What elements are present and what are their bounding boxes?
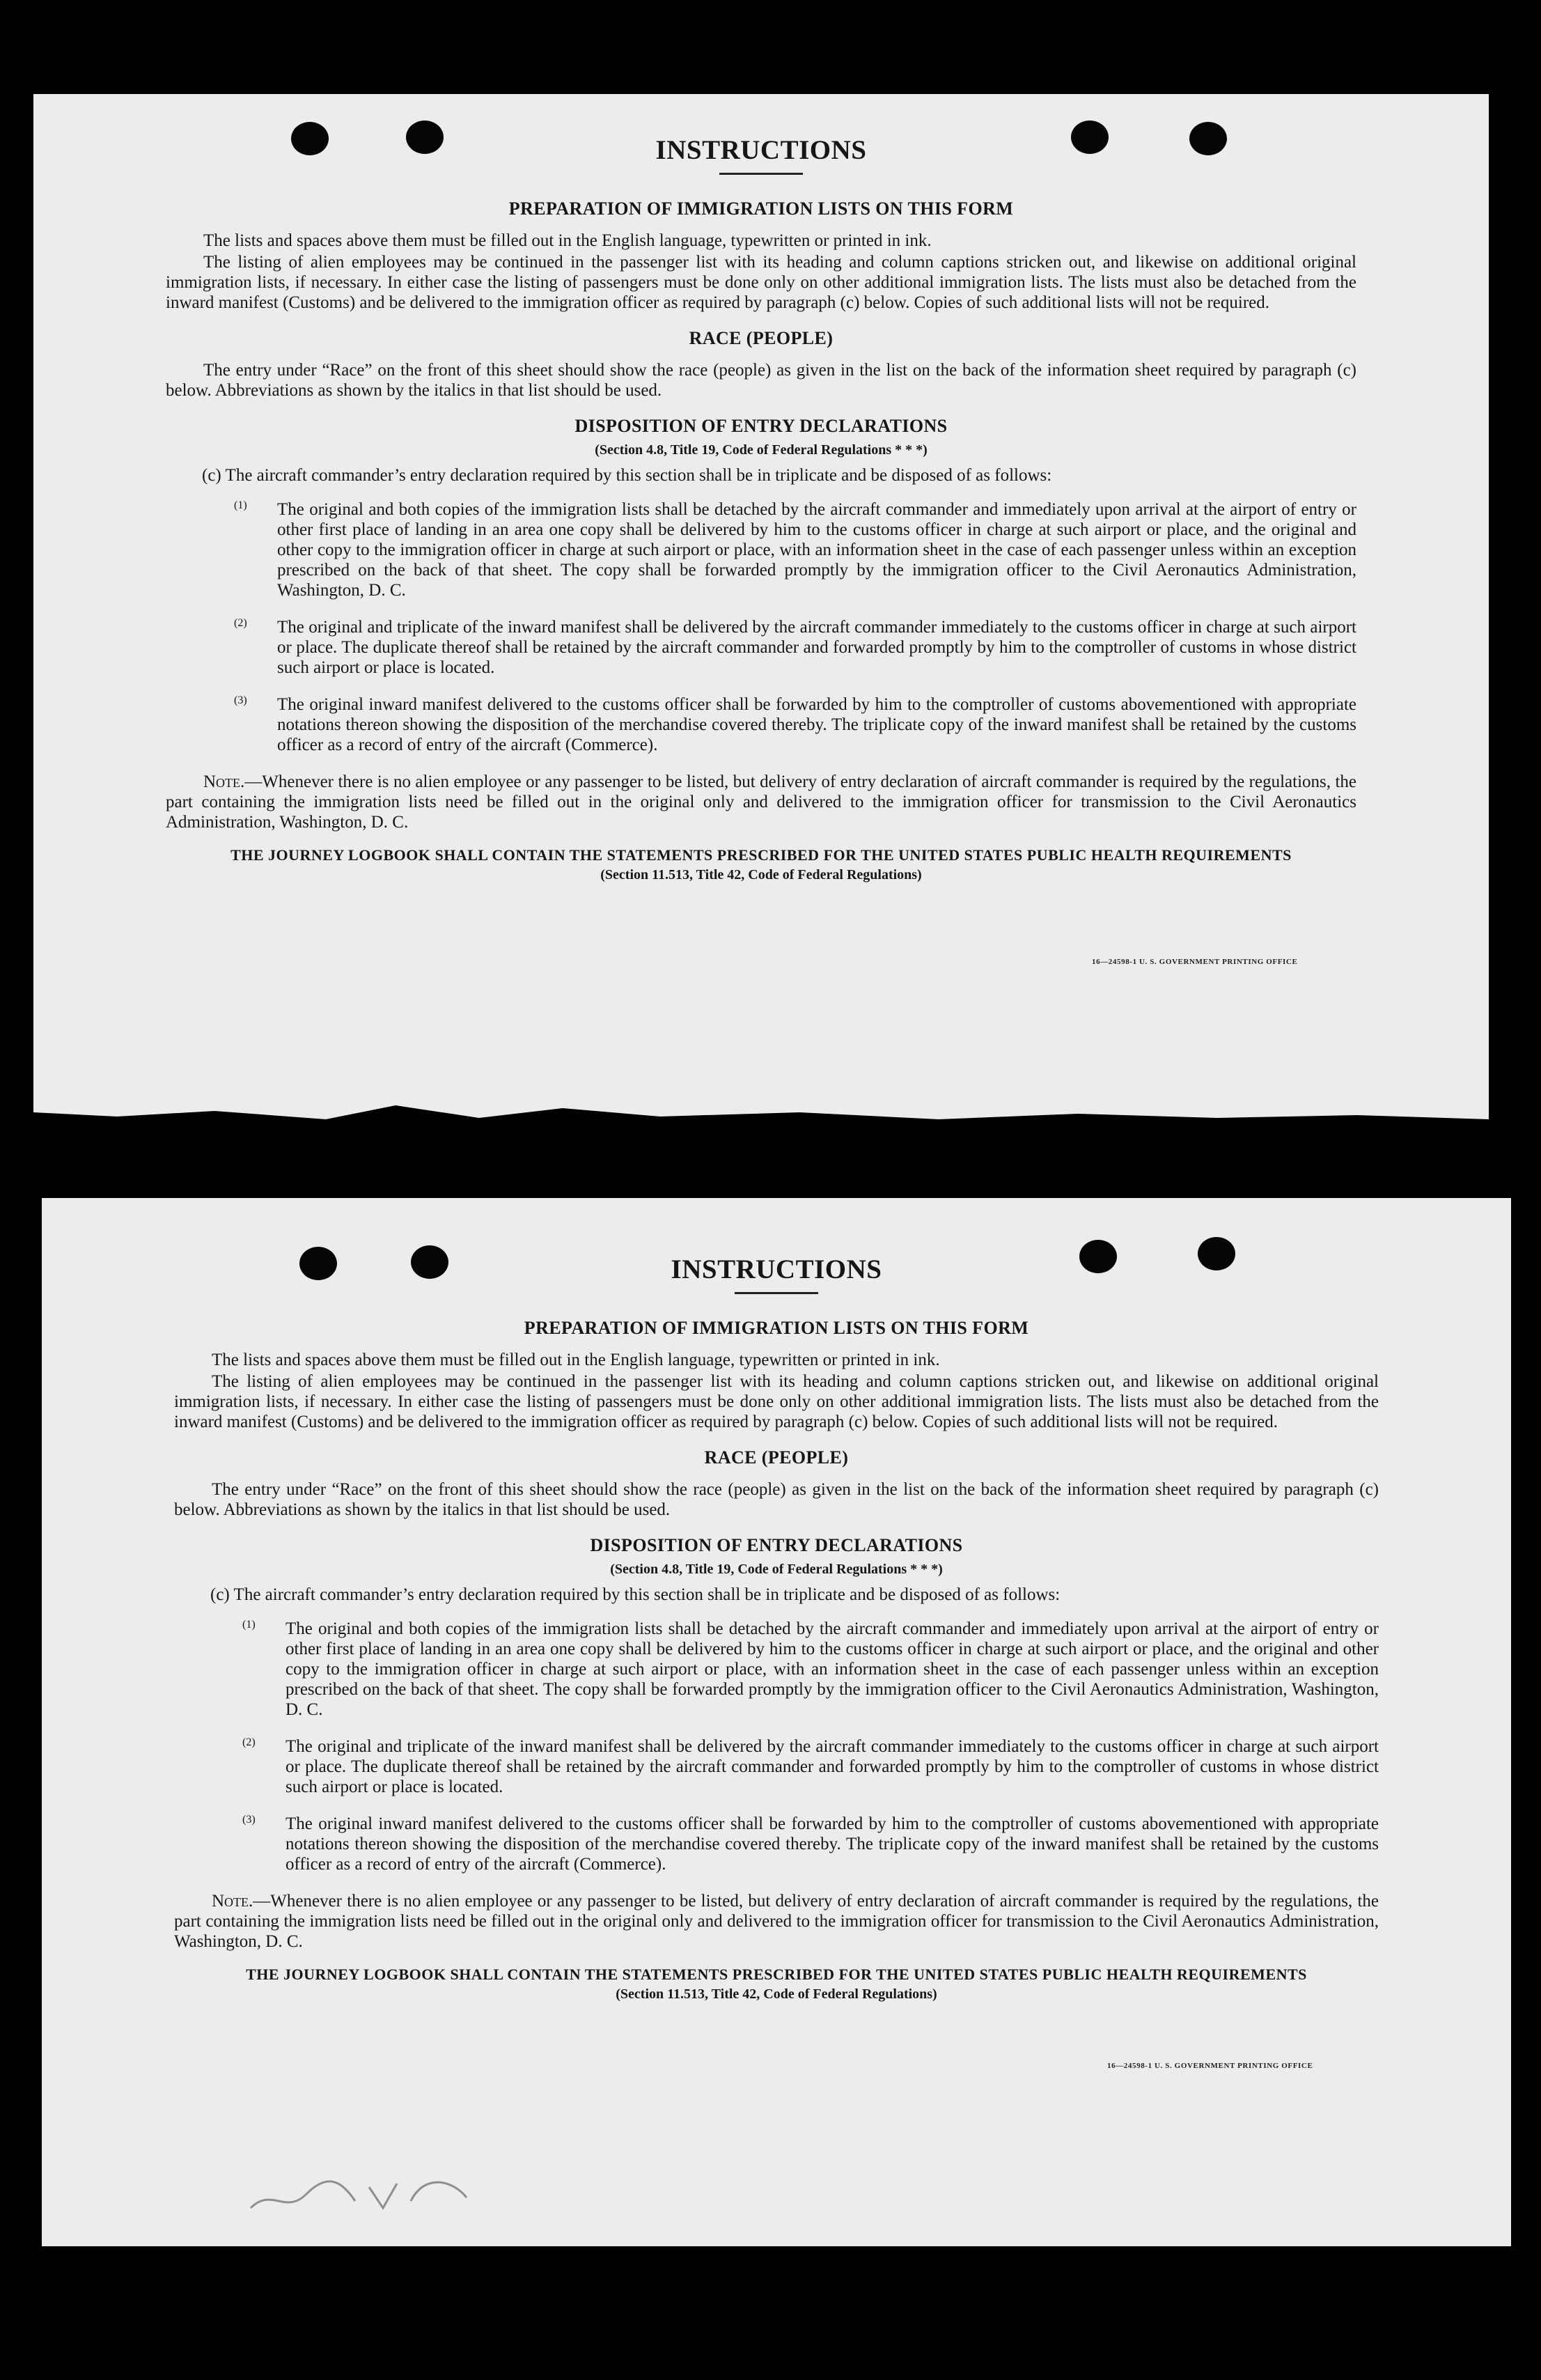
punch-hole: [1071, 120, 1109, 154]
list-item: [166, 694, 1356, 755]
item-text: The original inward manifest delivered to the customs officer shall be forwarded by him to the comptroller of customs abovementioned with appropriate notations thereon showing the disposition of the merchandise covered thereby. The triplicate copy of the inward manifest shall be retained by the customs officer as a record of entry of the aircraft (Commerce).: [285, 1814, 1379, 1874]
paragraph-race: The entry under “Race” on the front of this sheet should show the race (people) as given in the list on the back of the information sheet required by paragraph (c) below. Abbreviations as shown by the italics in that list should be used.: [166, 361, 1356, 400]
section-heading-disposition: DISPOSITION OF ENTRY DECLARATIONS: [574, 416, 948, 436]
instruction-sheet-bottom: [42, 1198, 1511, 2246]
printer-imprint: 16—24598-1 U. S. GOVERNMENT PRINTING OFFICE: [1092, 958, 1298, 966]
note-text: —Whenever there is no alien employee or any passenger to be listed, but delivery of entry declaration of aircraft commander is required by the regulations, the part containing the immigration lists need be filled out in the original only and delivered to the immigration officer for transmission to the Civil Aeronautics Administration, Washington, D. C.: [174, 1892, 1379, 1951]
list-item: [174, 1814, 1379, 1874]
logbook-citation: (Section 11.513, Title 42, Code of Federal Regulations): [600, 867, 922, 882]
list-item: [166, 499, 1356, 600]
punch-hole: [1189, 122, 1227, 155]
title-rule: [735, 1292, 818, 1294]
item-number: (3): [234, 694, 247, 706]
paragraph-language: The lists and spaces above them must be filled out in the English language, typewritten or printed in ink.: [212, 1351, 940, 1369]
section-heading-disposition: DISPOSITION OF ENTRY DECLARATIONS: [590, 1535, 963, 1555]
item-text: The original and both copies of the immigration lists shall be detached by the aircraft commander and immediately upon arrival at the airport of entry or other first place of landing in an area one copy shall be delivered by him to the customs officer in charge at such airport or place, and the original and other copy to the immigration officer in charge at such airport or place, with an information sheet in the case of each passenger unless within an exception prescribed on the back of that sheet. The copy shall be forwarded promptly by the immigration officer to the Civil Aeronautics Administration, Washington, D. C.: [285, 1619, 1379, 1719]
logbook-requirement: THE JOURNEY LOGBOOK SHALL CONTAIN THE STATEMENTS PRESCRIBED FOR THE UNITED STATES PUBLIC HEALTH REQUIREMENTS: [246, 1966, 1307, 1983]
section-heading-race: RACE (PEOPLE): [704, 1447, 849, 1468]
torn-edge: [33, 1098, 1489, 1126]
paragraph-c: (c) The aircraft commander’s entry declaration required by this section shall be in triplicate and be disposed of as follows:: [202, 466, 1052, 485]
punch-hole: [1079, 1240, 1117, 1273]
note-label: Note.: [203, 772, 245, 791]
punch-hole: [299, 1247, 337, 1280]
note-paragraph: [166, 772, 1356, 832]
title-rule: [719, 173, 803, 175]
paragraph-c: (c) The aircraft commander’s entry declaration required by this section shall be in triplicate and be disposed of as follows:: [210, 1585, 1061, 1604]
item-text: The original and triplicate of the inward manifest shall be delivered by the aircraft commander immediately to the customs officer in charge at such airport or place. The duplicate thereof shall be retained by the aircraft commander and forwarded promptly by him to the comptroller of customs in whose district such airport or place is located.: [285, 1737, 1379, 1796]
note-paragraph: [174, 1891, 1379, 1952]
section-heading-preparation: PREPARATION OF IMMIGRATION LISTS ON THIS FORM: [508, 199, 1014, 219]
handwritten-signature: [244, 2159, 480, 2222]
punch-hole: [1198, 1237, 1235, 1270]
page-title: INSTRUCTIONS: [671, 1254, 882, 1284]
punch-hole: [406, 120, 444, 154]
printer-imprint: 16—24598-1 U. S. GOVERNMENT PRINTING OFFICE: [1107, 2062, 1313, 2070]
list-item: [174, 1736, 1379, 1797]
note-text: —Whenever there is no alien employee or any passenger to be listed, but delivery of entry declaration of aircraft commander is required by the regulations, the part containing the immigration lists need be filled out in the original only and delivered to the immigration officer for transmission to the Civil Aeronautics Administration, Washington, D. C.: [166, 772, 1356, 832]
punch-hole: [291, 122, 329, 155]
section-heading-race: RACE (PEOPLE): [689, 328, 834, 348]
item-text: The original inward manifest delivered to the customs officer shall be forwarded by him to the comptroller of customs abovementioned with appropriate notations thereon showing the disposition of the merchandise covered thereby. The triplicate copy of the inward manifest shall be retained by the customs officer as a record of entry of the aircraft (Commerce).: [277, 695, 1356, 754]
logbook-citation: (Section 11.513, Title 42, Code of Federal Regulations): [616, 1986, 937, 2002]
item-number: (1): [242, 1619, 256, 1631]
logbook-requirement: THE JOURNEY LOGBOOK SHALL CONTAIN THE STATEMENTS PRESCRIBED FOR THE UNITED STATES PUBLIC HEALTH REQUIREMENTS: [230, 846, 1292, 864]
item-number: (1): [234, 499, 247, 511]
page-title: INSTRUCTIONS: [655, 135, 867, 165]
disposition-citation: (Section 4.8, Title 19, Code of Federal Regulations * * *): [595, 442, 928, 458]
punch-hole: [411, 1245, 448, 1279]
item-number: (2): [234, 617, 247, 629]
item-number: (3): [242, 1814, 256, 1826]
item-number: (2): [242, 1736, 256, 1748]
instruction-sheet-top: [33, 94, 1489, 1125]
list-item: [166, 617, 1356, 678]
paragraph-race: The entry under “Race” on the front of this sheet should show the race (people) as given in the list on the back of the information sheet required by paragraph (c) below. Abbreviations as shown by the italics in that list should be used.: [174, 1480, 1379, 1519]
disposition-citation: (Section 4.8, Title 19, Code of Federal Regulations * * *): [610, 1562, 943, 1577]
section-heading-preparation: PREPARATION OF IMMIGRATION LISTS ON THIS FORM: [524, 1318, 1029, 1338]
item-text: The original and triplicate of the inward manifest shall be delivered by the aircraft commander immediately to the customs officer in charge at such airport or place. The duplicate thereof shall be retained by the aircraft commander and forwarded promptly by him to the comptroller of customs in whose district such airport or place is located.: [277, 618, 1356, 677]
list-item: [174, 1619, 1379, 1720]
item-text: The original and both copies of the immigration lists shall be detached by the aircraft commander and immediately upon arrival at the airport of entry or other first place of landing in an area one copy shall be delivered by him to the customs officer in charge at such airport or place, and the original and other copy to the immigration officer in charge at such airport or place, with an information sheet in the case of each passenger unless within an exception prescribed on the back of that sheet. The copy shall be forwarded promptly by the immigration officer to the Civil Aeronautics Administration, Washington, D. C.: [277, 500, 1356, 600]
note-label: Note.: [212, 1892, 253, 1911]
paragraph-alien-employees: The listing of alien employees may be continued in the passenger list with its heading and column captions stricken out, and likewise on additional original immigration lists, if necessary. In either case the listing of passengers must be done only on other additional immigration lists. The lists must also be detached from the inward manifest (Customs) and be delivered to the immigration officer as required by paragraph (c) below. Copies of such additional lists will not be required.: [174, 1372, 1379, 1431]
paragraph-alien-employees: The listing of alien employees may be continued in the passenger list with its heading and column captions stricken out, and likewise on additional original immigration lists, if necessary. In either case the listing of passengers must be done only on other additional immigration lists. The lists must also be detached from the inward manifest (Customs) and be delivered to the immigration officer as required by paragraph (c) below. Copies of such additional lists will not be required.: [166, 253, 1356, 312]
paragraph-language: The lists and spaces above them must be filled out in the English language, typewritten or printed in ink.: [203, 231, 932, 250]
